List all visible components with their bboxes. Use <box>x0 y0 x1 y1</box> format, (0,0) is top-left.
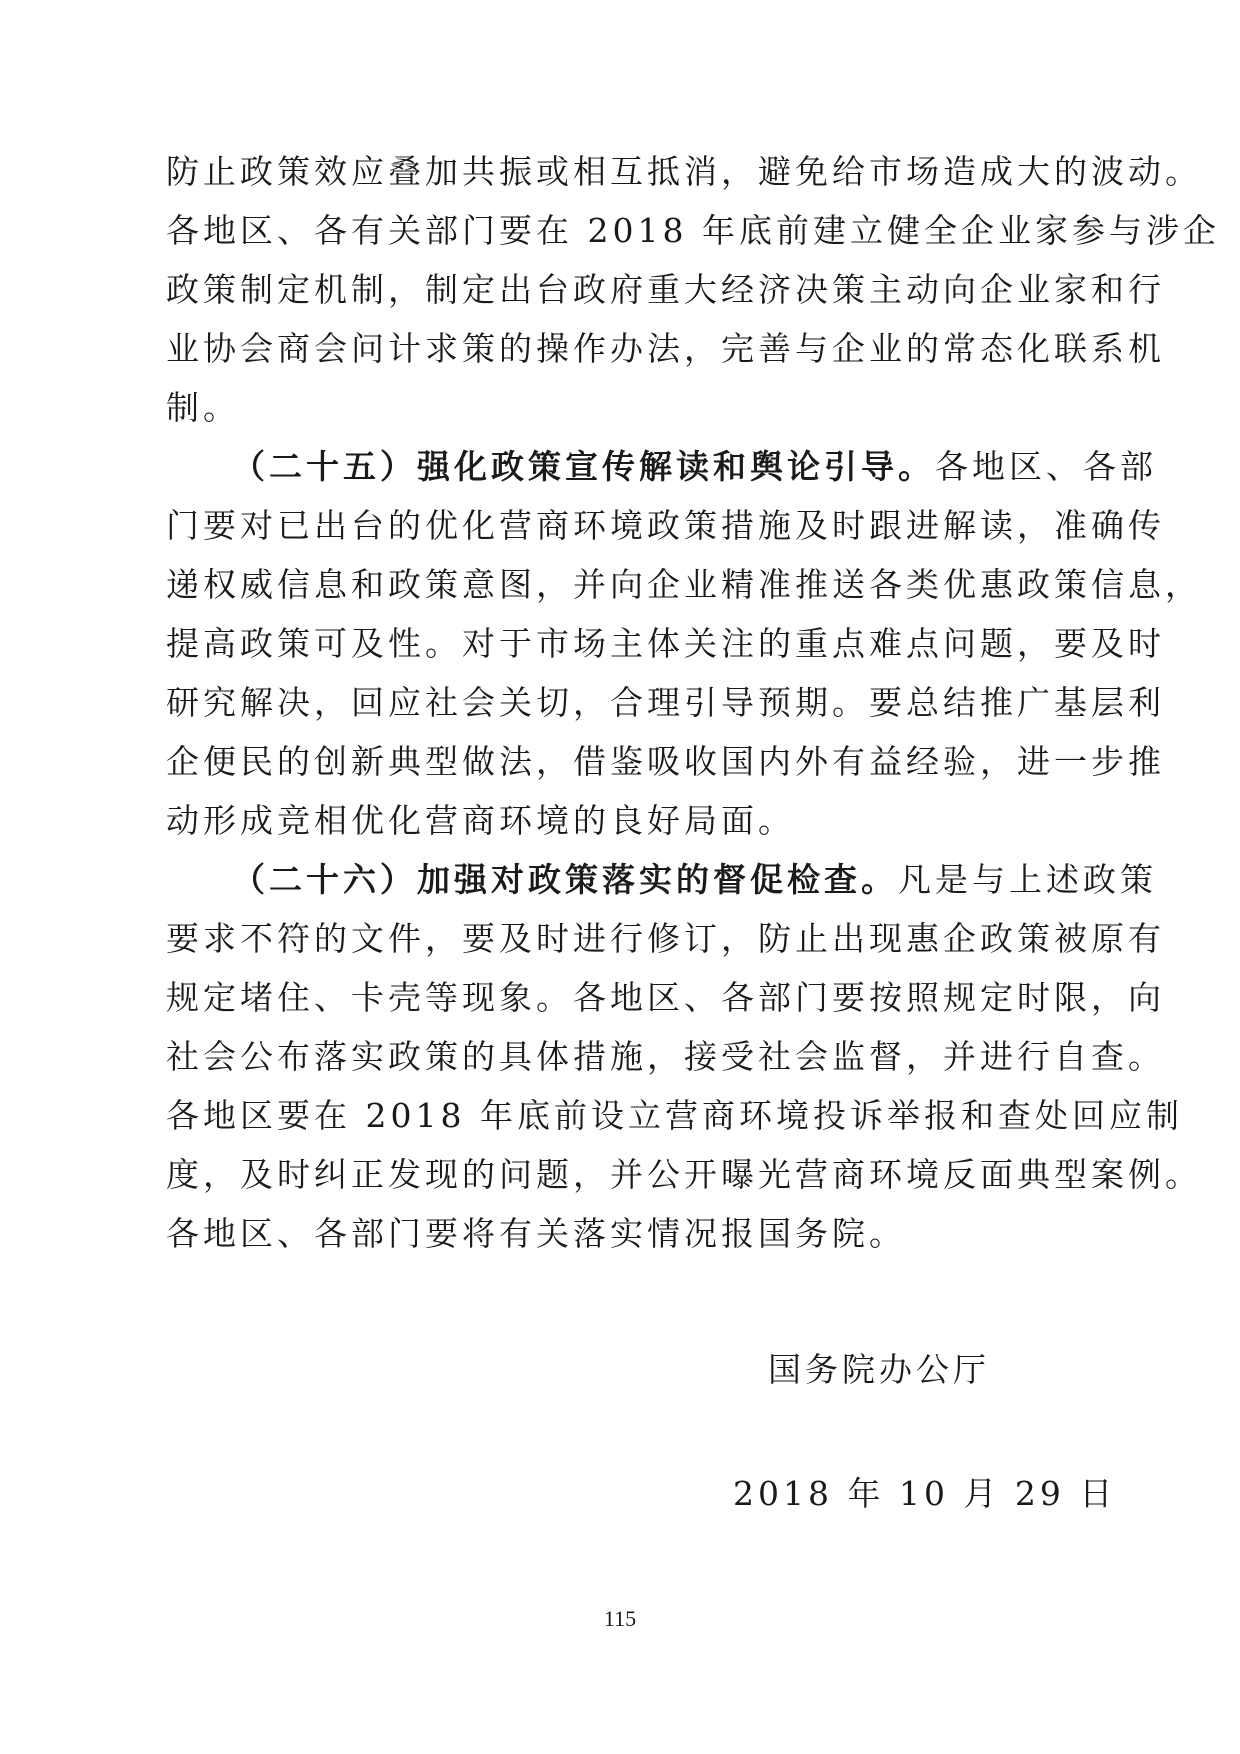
issuer-signature: 国务院办公厅 <box>768 1350 990 1389</box>
text-line: 规定堵住、卡壳等现象。各地区、各部门要按照规定时限，向 <box>166 978 1165 1017</box>
section-heading: （二十六）加强对政策落实的督促检查。 <box>232 860 898 899</box>
page-number: 115 <box>603 1606 637 1631</box>
text-line: 制。 <box>166 388 240 427</box>
text-line: 政策制定机制，制定出台政府重大经济决策主动向企业家和行 <box>166 270 1165 309</box>
issue-date: 2018 年 10 月 29 日 <box>733 1474 1117 1513</box>
text-line: 要求不符的文件，要及时进行修订，防止出现惠企政策被原有 <box>166 919 1165 958</box>
continuation-paragraph <box>166 142 1220 437</box>
text-line: 各地区、各有关部门要在 2018 年底前建立健全企业家参与涉企 <box>166 211 1220 250</box>
text-line: 递权威信息和政策意图，并向企业精准推送各类优惠政策信息， <box>166 565 1202 604</box>
text-line: 研究解决，回应社会关切，合理引导预期。要总结推广基层利 <box>166 683 1165 722</box>
section-26-paragraph <box>166 850 1202 1263</box>
text-line: 防止政策效应叠加共振或相互抵消，避免给市场造成大的波动。 <box>166 152 1202 191</box>
text-line: 社会公布落实政策的具体措施，接受社会监督，并进行自查。 <box>166 1037 1165 1076</box>
section-heading: （二十五）强化政策宣传解读和舆论引导。 <box>232 447 935 486</box>
text-line: 门要对已出台的优化营商环境政策措施及时跟进解读，准确传 <box>166 506 1165 545</box>
text-line: 各地区、各部门要将有关落实情况报国务院。 <box>166 1214 906 1253</box>
section-first-line <box>166 437 1157 496</box>
text-line: 提高政策可及性。对于市场主体关注的重点难点问题，要及时 <box>166 624 1165 663</box>
section-first-line-text: 凡是与上述政策 <box>898 860 1157 899</box>
text-line: 企便民的创新典型做法，借鉴吸收国内外有益经验，进一步推 <box>166 742 1165 781</box>
section-first-line-text: 各地区、各部 <box>935 447 1157 486</box>
text-line: 业协会商会问计求策的操作办法，完善与企业的常态化联系机 <box>166 329 1165 368</box>
text-line: 各地区要在 2018 年底前设立营商环境投诉举报和查处回应制 <box>166 1096 1183 1135</box>
section-first-line <box>166 850 1157 909</box>
text-line: 动形成竞相优化营商环境的良好局面。 <box>166 801 795 840</box>
text-line: 度，及时纠正发现的问题，并公开曝光营商环境反面典型案例。 <box>166 1155 1202 1194</box>
section-25-paragraph <box>166 437 1202 850</box>
